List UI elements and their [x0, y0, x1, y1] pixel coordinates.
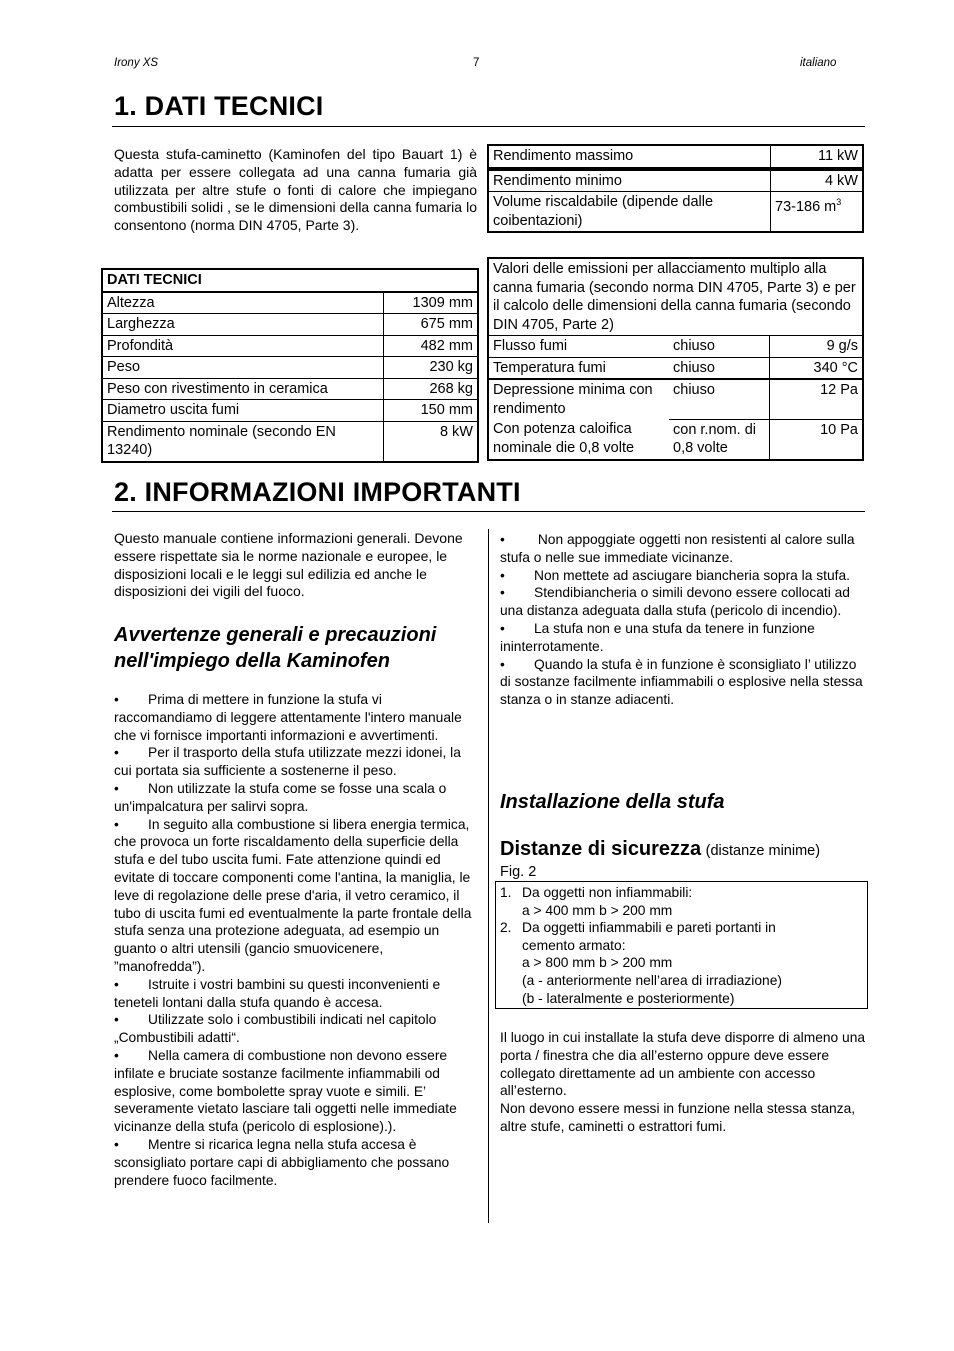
bullet-icon: • — [114, 745, 119, 761]
bullet-icon: • — [114, 1047, 119, 1063]
bullet-icon: • — [114, 692, 119, 707]
cell-label: Flusso fumi — [489, 336, 669, 358]
cell-value: 10 Pa — [770, 419, 863, 459]
bullet-icon: • — [114, 976, 119, 992]
page-number: 7 — [473, 57, 480, 69]
distanze-heading-line — [500, 838, 820, 861]
cell-label: Volume riscaldabile (dipende dalle coibentazioni) — [489, 192, 771, 232]
table-row — [489, 192, 862, 232]
dati-tecnici-table — [101, 268, 479, 463]
list-item: • Non appoggiate oggetti non resistenti al calore sulla stufa o nelle sue immediate vicinanze. — [500, 532, 855, 565]
cell-value: 11 kW — [771, 146, 863, 169]
distanze-note: (distanze minime) — [705, 843, 821, 859]
cell-value: 73-186 $m^3$ — [771, 192, 863, 232]
table-row — [489, 379, 862, 419]
cell-label: Rendimento nominale (secondo EN 13240) — [103, 421, 384, 461]
cell-value: 1309 mm — [384, 292, 478, 314]
cell-label: Larghezza — [103, 314, 384, 336]
warnings-heading: Avvertenze generali e precauzioni nell'impiego della Kaminofen — [114, 624, 437, 672]
table-row — [103, 421, 477, 461]
cell-value: 9 g/s — [770, 336, 863, 358]
table-row — [103, 314, 477, 336]
bullet-icon: • — [500, 532, 505, 547]
cell-label: Temperatura fumi — [489, 357, 669, 379]
section2-rule — [112, 511, 865, 512]
cell-value: 268 kg — [384, 378, 478, 400]
cell-value: 8 kW — [384, 421, 478, 461]
bullet-icon: • — [114, 1136, 119, 1152]
table-row — [103, 292, 477, 314]
cell-value: 4 kW — [771, 169, 863, 192]
section2-title: 2. INFORMAZIONI IMPORTANTI — [114, 477, 521, 507]
left-bullet-list — [114, 691, 477, 1189]
section1-title: 1. DATI TECNICI — [114, 91, 324, 121]
distanze-box — [495, 881, 868, 1009]
right-bullet-list — [500, 531, 863, 709]
cell-label: Profondità — [103, 335, 384, 357]
list-item: • Non utilizzate la stufa come se fosse una scala o un'impalcatura per salirvi sopra. — [114, 780, 447, 814]
list-item: • Stendibiancheria o simili devono essere collocati ad una distanza adeguata dalla stufa (pericolo di incendio). — [500, 585, 850, 619]
distanze-heading: Distanze di sicurezza — [500, 838, 702, 860]
table-row — [489, 336, 862, 358]
bullet-icon: • — [500, 620, 505, 636]
bullet-icon: • — [500, 585, 505, 601]
cell-value: 482 mm — [384, 335, 478, 357]
table-row — [489, 146, 862, 169]
cell-value: 150 mm — [384, 400, 478, 422]
list-item: • Per il trasporto della stufa utilizzate mezzi idonei, la cui portata sia sufficiente a sostenerne il peso. — [114, 745, 461, 779]
table-header-row — [103, 270, 477, 292]
list-item: • Nella camera di combustione non devono essere infilate e bruciate sostanze facilmente infiammabili od esplosive, come bombolette spray vuote e simili. E’ severamente vietato lasciare tali oggetti nelle immediate vicinanze della stufa (pericolo di esplosione).). — [114, 1047, 457, 1135]
install-heading: Installazione della stufa — [500, 791, 725, 813]
table-row — [103, 378, 477, 400]
figure-label: Fig. 2 — [500, 864, 537, 880]
header-right: italiano — [800, 57, 837, 69]
cell-condition: chiuso — [669, 336, 770, 358]
cell-label: Peso — [103, 357, 384, 379]
box-item-1: 1. Da oggetti non infiammabili: a > 400 mm b > 200 mm — [500, 885, 693, 918]
section1-intro: Questa stufa-caminetto (Kaminofen del tipo Bauart 1) è adatta per essere collegata ad una canna fumaria già utilizzata per altre stufe o fonti di calore che impiegano combustibili solidi , se le dimensioni della canna fumaria lo consentono (norma DIN 4705, Parte 3). — [114, 146, 477, 234]
cell-value: 675 mm — [384, 314, 478, 336]
header-left: Irony XS — [114, 57, 159, 69]
bullet-icon: • — [500, 656, 505, 672]
table-header-row — [489, 259, 862, 336]
section2-intro: Questo manuale contiene informazioni generali. Devone essere rispettate sia le norme nazionale e europee, le disposizioni locali e le leggi sul edilizia ed anche le disposizioni dei vigili del fuoco. — [114, 530, 463, 600]
cell-label: Altezza — [103, 292, 384, 314]
table-row — [489, 357, 862, 379]
list-item: • Mentre si ricarica legna nella stufa accesa è sconsigliato portare capi di abbigliamento che possano prendere fuoco facilmente. — [114, 1136, 450, 1188]
cell-value: 12 Pa — [770, 379, 863, 419]
table-row — [103, 357, 477, 379]
cell-label: Peso con rivestimento in ceramica — [103, 378, 384, 400]
cell-condition: con r.nom. di 0,8 volte — [669, 419, 770, 459]
table-row — [103, 335, 477, 357]
list-item: • Istruite i vostri bambini su questi inconvenienti e teneteli lontani dalla stufa quando è accesa. — [114, 976, 441, 1010]
column-divider — [488, 529, 489, 1223]
cell-label: Depressione minima con rendimento — [489, 379, 669, 419]
cell-label: Rendimento massimo — [489, 146, 771, 169]
list-item: • Quando la stufa è in funzione è sconsigliato l’ utilizzo di sostanze facilmente infiammabili o esplosive nella stessa stanza o in stanze adiacenti. — [500, 656, 863, 708]
table-row — [103, 400, 477, 422]
list-item: • Utilizzate solo i combustibili indicati nel capitolo „Combustibili adatti“. — [114, 1012, 437, 1046]
rendimento-table — [487, 144, 864, 233]
cell-label: Diametro uscita fumi — [103, 400, 384, 422]
list-item: • In seguito alla combustione si libera energia termica, che provoca un forte riscaldamento della superficie della stufa e del tubo uscita fumi. Fate attenzione quindi ed evitate di toccare componenti come l'antina, la maniglia, le leve di regolazione delle prese d'aria, il vetro ceramico, il tubo di uscita fumi ed eventualmente la parte frontale della stufa senza una protezione adeguata, ad esempio un guanto o altri utensili (gancio smuovicenere, ”manofredda”). — [114, 816, 472, 974]
cell-value: 340 °C — [770, 357, 863, 379]
cell-value: 230 kg — [384, 357, 478, 379]
table-row — [489, 419, 862, 459]
closing-text: Il luogo in cui installate la stufa deve disporre di almeno una porta / finestra che dia all’esterno oppure deve essere collegato direttamente ad un ambiente con accesso all’esterno. Non devono essere messi in funzione nella stessa stanza, altre stufe, caminetti o estrattori fumi. — [500, 1030, 866, 1134]
bullet-icon: • — [114, 780, 119, 796]
cell-condition: chiuso — [669, 357, 770, 379]
table-header: DATI TECNICI — [103, 270, 477, 292]
table-header: Valori delle emissioni per allacciamento multiplo alla canna fumaria (secondo norma DIN 4705, Parte 3) e per il calcolo delle dimensioni della canna fumaria (secondo DIN 4705, Parte 2) — [489, 259, 862, 336]
cell-label: Rendimento minimo — [489, 169, 771, 192]
box-item-2: 2. Da oggetti infiammabili e pareti portanti in cemento armato: a > 800 mm b > 200 mm (a - anteriormente nell’area di irradiazione) (b - lateralmente e posteriormente) — [500, 920, 782, 1006]
list-item: • La stufa non e una stufa da tenere in funzione ininterrotamente. — [500, 620, 815, 654]
emissioni-table — [487, 257, 864, 461]
bullet-icon: • — [114, 816, 119, 832]
table-row — [489, 169, 862, 192]
section1-rule — [112, 126, 865, 127]
cell-condition: chiuso — [669, 379, 770, 419]
cell-label: Con potenza caloifica nominale die 0,8 volte — [493, 421, 635, 456]
list-item: • Non mettete ad asciugare biancheria sopra la stufa. — [500, 567, 850, 583]
bullet-icon: • — [500, 567, 505, 583]
list-item: • Prima di mettere in funzione la stufa vi raccomandiamo di leggere attentamente l'intero manuale che vi fornisce importanti informazioni e avvertimenti. — [114, 692, 462, 743]
bullet-icon: • — [114, 1012, 119, 1028]
